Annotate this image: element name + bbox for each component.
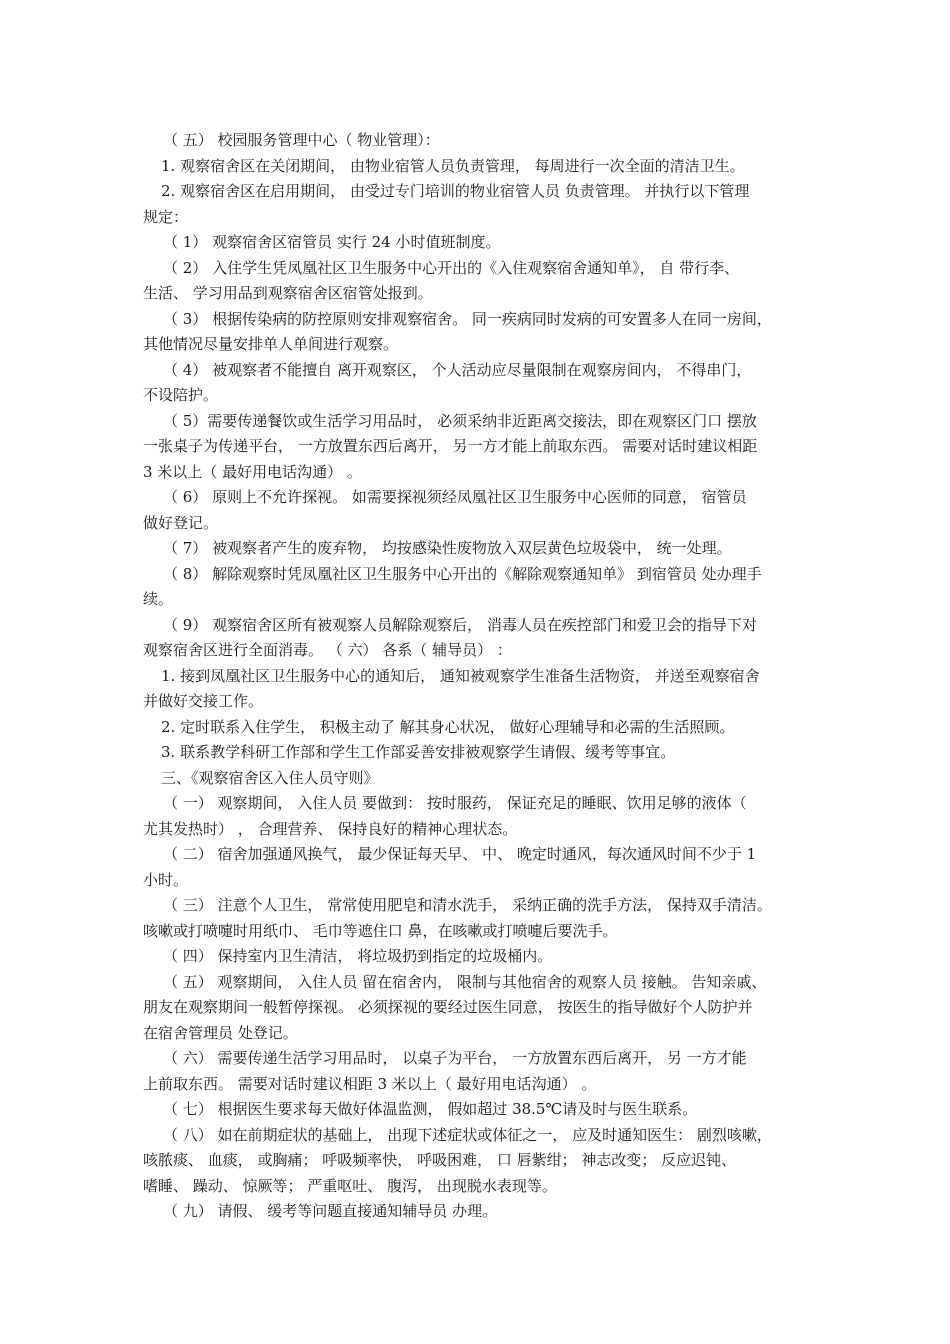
text-line: （ 8） 解除观察时凭凤凰社区卫生服务中心开出的《解除观察通知单》 到宿管员 处办理手 (163, 564, 762, 583)
text-line: （ 7） 被观察者产生的废弃物， 均按感染性废物放入双层黄色垃圾袋中， 统一处理。 (163, 539, 732, 557)
text-line: （ 6） 原则上不允许探视。 如需要探视须经凤凰社区卫生服务中心医师的同意， 宿管员 (163, 488, 747, 506)
text-line: （ 八） 如在前期症状的基础上， 出现下述症状或体征之一， 应及时通知医生： 剧烈咳嗽， (163, 1125, 772, 1144)
text-line: 三、《观察宿舍区入住人员守则》 (161, 768, 379, 787)
text-line: 其他情况尽量安排单人单间进行观察。 (143, 335, 399, 353)
text-line: 嗜睡、 躁动、 惊厥等； 严重呕吐、 腹泻， 出现脱水表现等。 (143, 1176, 557, 1195)
text-line: （ 九） 请假、 缓考等问题直接通知辅导员 办理。 (163, 1202, 498, 1220)
text-line: （ 二） 宿舍加强通风换气， 最少保证每天早、 中、 晚定时通风，每次通风时间不少于 1 (163, 845, 757, 863)
text-line: 一张桌子为传递平台， 一方放置东西后离开， 另一方才能上前取东西。 需要对话时建议相距 (143, 437, 758, 455)
text-line: （ 9） 观察宿舍区所有被观察人员解除观察后， 消毒人员在疾控部门和爱卫会的指导下对 (163, 615, 757, 634)
text-line: 尤其发热时） ， 合理营养、 保持良好的精神心理状态。 (143, 819, 518, 838)
text-line: （ 1） 观察宿舍区宿管员 实行 24 小时值班制度。 (163, 233, 501, 251)
text-line: 规定： (143, 207, 189, 226)
text-line: （ 六） 需要传递生活学习用品时， 以桌子为平台， 一方放置东西后离开， 另 一方才能 (163, 1049, 747, 1067)
text-line: 上前取东西。 需要对话时建议相距 3 米以上（ 最好用电话沟通） 。 (143, 1074, 597, 1093)
text-line: 3. 联系教学科研工作部和学生工作部妥善安排被观察学生请假、缓考等事宜。 (161, 743, 676, 761)
text-line: 续。 (143, 590, 174, 608)
text-line: （ 3） 根据传染病的防控原则安排观察宿舍。 同一疾病同时发病的可安置多人在同一房间， (163, 309, 772, 328)
text-line: 朋友在观察期间一般暂停探视。 必须探视的要经过医生同意， 按医生的指导做好个人防护并 (143, 998, 753, 1016)
text-line: 3 米以上（ 最好用电话沟通） 。 (143, 462, 362, 481)
text-line: 1. 观察宿舍区在关闭期间， 由物业宿管人员负责管理， 每周进行一次全面的清洁卫生。 (161, 156, 745, 175)
text-line: 2. 观察宿舍区在启用期间， 由受过专门培训的物业宿管人员 负责管理。 并执行以下管理 (161, 182, 750, 200)
text-line: （ 一） 观察期间， 入住人员 要做到： 按时服药， 保证充足的睡眠、饮用足够的液体（ (163, 794, 747, 812)
text-line: 2. 定时联系入住学生， 积极主动了 解其身心状况， 做好心理辅导和必需的生活照顾。 (161, 717, 735, 736)
text-line: （ 4） 被观察者不能擅自 离开观察区， 个人活动应尽量限制在观察房间内， 不得串门， (163, 360, 752, 379)
text-line: （ 三） 注意个人卫生， 常常使用肥皂和清水洗手， 采纳正确的洗手方法， 保持双手清洁。 (163, 896, 772, 914)
text-line: 1. 接到凤凰社区卫生服务中心的通知后， 通知被观察学生准备生活物资， 并送至观察宿舍 (161, 666, 760, 685)
text-line: （ 2） 入住学生凭凤凰社区卫生服务中心开出的《入住观察宿舍通知单》， 自 带行李、 (163, 258, 740, 277)
text-line: 小时。 (143, 870, 189, 889)
text-line: （ 五） 校园服务管理中心（ 物业管理）： (163, 131, 440, 149)
text-line: （ 五） 观察期间， 入住人员 留在宿舍内， 限制与其他宿舍的观察人员 接触。 告知亲戚、 (163, 972, 767, 991)
text-line: 生活、 学习用品到观察宿舍区宿管处报到。 (143, 284, 433, 302)
text-line: 并做好交接工作。 (143, 692, 264, 710)
text-line: 做好登记。 (143, 513, 219, 532)
document-body (143, 128, 823, 1225)
text-line: 在宿舍管理员 处登记。 (143, 1023, 298, 1042)
text-line: 咳脓痰、 血痰， 或胸痛； 呼吸频率快， 呼吸困难， 口 唇紫绀； 神志改变； 反应迟钝、 (143, 1151, 737, 1169)
text-line: （ 5）需要传递餐饮或生活学习用品时， 必须采纳非近距离交接法，即在观察区门口 摆放 (163, 411, 757, 430)
text-line: 咳嗽或打喷嚏时用纸巾、 毛巾等遮住口 鼻，在咳嗽或打喷嚏后要洗手。 (143, 921, 618, 940)
text-line: （ 四） 保持室内卫生清洁， 将垃圾扔到指定的垃圾桶内。 (163, 947, 553, 965)
text-line: （ 七） 根据医生要求每天做好体温监测， 假如超过 38.5℃请及时与医生联系。 (163, 1100, 698, 1118)
text-line: 不设陪护。 (143, 386, 219, 404)
text-line: 观察宿舍区进行全面消毒。 （ 六） 各系（ 辅导员） ： (143, 641, 512, 659)
